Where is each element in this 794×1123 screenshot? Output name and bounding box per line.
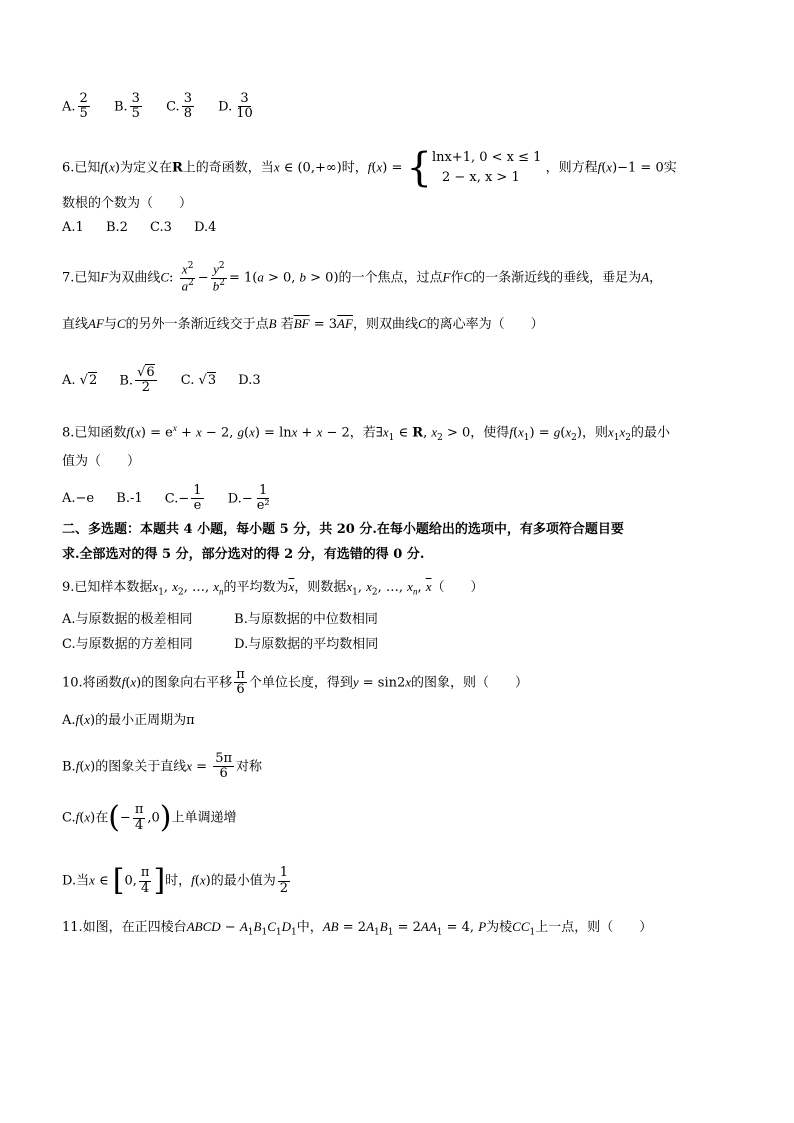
- q9-option-c[interactable]: C.与原数据的方差相同: [62, 637, 193, 652]
- q5-option-a[interactable]: A. $\frac{2}{5}$: [62, 91, 88, 122]
- q7-line2: 直线AF与C的另外一条渐近线交于点B 若$\overline{BF} = 3\overline{AF}$，则双曲线C的离心率为（ ）: [62, 316, 544, 332]
- q10-option-a[interactable]: A.f(x)的最小正周期为π: [62, 712, 195, 728]
- q6-options-row: [62, 218, 234, 238]
- q8-option-a[interactable]: A.−e: [62, 491, 95, 507]
- q8-options-row: [62, 484, 292, 514]
- q8-option-c[interactable]: C.− $\frac{1}{e}$: [164, 483, 202, 514]
- q8-stem: 8.已知函数$f(x) = e^x + x - 2$, g(x) = lnx + x − 2，若$\exists x_1$ ∈ R, $x_2 > 0$，使得$f(x_1) = g(x_2)$，则$x_1x_2$的最小: [62, 423, 670, 443]
- q7-option-b[interactable]: B. $\frac{√6}{2}$: [119, 365, 155, 396]
- q8-option-d[interactable]: D.− $\frac{1}{\text{e²}}$: [227, 483, 270, 514]
- q6-option-d[interactable]: D.4: [194, 220, 217, 235]
- q7-option-d[interactable]: D.3: [238, 373, 261, 389]
- q11-stem: 11.如图，在正四棱台ABCD − $A_1B_1C_1D_1$中，AB = $2A_1B_1 = 2AA_1 = 4$, P为棱$CC_1$上一点，则（ ）: [62, 919, 653, 938]
- q9-options-row2: [62, 635, 396, 655]
- q8-option-b[interactable]: B.-1: [116, 491, 143, 507]
- q10-option-b[interactable]: B.f(x)的图象关于直线x = $\frac{5\pi}{6}$ 对称: [62, 751, 263, 782]
- q10-option-d[interactable]: D.当x ∈ [0, $\frac{\pi}{4}$ ]时，f(x)的最小值为 $\frac{1}{2}$: [62, 863, 289, 898]
- q5-options-row: [62, 92, 275, 122]
- q5-option-d[interactable]: D. $\frac{3}{10}$: [218, 91, 253, 122]
- q9-option-a[interactable]: A.与原数据的极差相同: [62, 612, 193, 627]
- q7-options-row: [62, 366, 279, 396]
- q6-option-c[interactable]: C.3: [150, 220, 172, 235]
- q10-option-c[interactable]: C.f(x)在(− $\frac{\pi}{4}$ ,0)上单调递增: [62, 800, 237, 835]
- q10-stem: 10.将函数f(x)的图象向右平移 $\frac{\pi}{6}$ 个单位长度，得到y = sin2x的图象，则（ ）: [62, 667, 529, 698]
- q6-option-b[interactable]: B.2: [105, 220, 128, 235]
- q9-option-b[interactable]: B.与原数据的中位数相同: [234, 612, 378, 627]
- q8-line2: 值为（ ）: [62, 454, 141, 469]
- q7-option-a[interactable]: A. √2: [62, 373, 98, 389]
- q6-stem: 6.已知f(x)为定义在R上的奇函数，当x ∈ (0,+∞)时，f(x) = { lnx+1, 0 < x ≤ 1 2 − x, x > 1 ，则方程f(x)−1 = 0实: [62, 145, 677, 191]
- q7-option-c[interactable]: C. √3: [180, 373, 217, 389]
- q9-options-row1: [62, 610, 396, 630]
- q6-piecewise: { lnx+1, 0 < x ≤ 1 2 − x, x > 1: [406, 145, 542, 191]
- q6-option-a[interactable]: A.1: [62, 220, 84, 235]
- section2-heading-line1: 二、多选题：本题共 4 小题，每小题 5 分，共 20 分.在每小题给出的选项中，有多项符合题目要: [62, 522, 624, 537]
- q9-option-d[interactable]: D.与原数据的平均数相同: [234, 637, 379, 652]
- q6-line2: 数根的个数为（ ）: [62, 196, 193, 211]
- q5-option-b[interactable]: B. $\frac{3}{5}$: [113, 91, 140, 122]
- section2-heading-line2: 求.全部选对的得 5 分，部分选对的得 2 分，有选错的得 0 分.: [62, 547, 425, 562]
- q5-option-c[interactable]: C. $\frac{3}{8}$: [166, 91, 192, 122]
- q7-stem: 7.已知F为双曲线C: $\frac{x^2}{a^2}$ − $\frac{y^2}{b^2}$ = 1(a > 0, b > 0)的一个焦点，过点F作C的一条渐近线的垂线，垂足为A，: [62, 261, 663, 293]
- q9-stem: 9.已知样本数据$x_1$, $x_2$, …, $x_n$的平均数为$\overline{x}$，则数据$x_1$, $x_2$, …, $x_n$, $\overline{x}$（ ）: [62, 579, 484, 598]
